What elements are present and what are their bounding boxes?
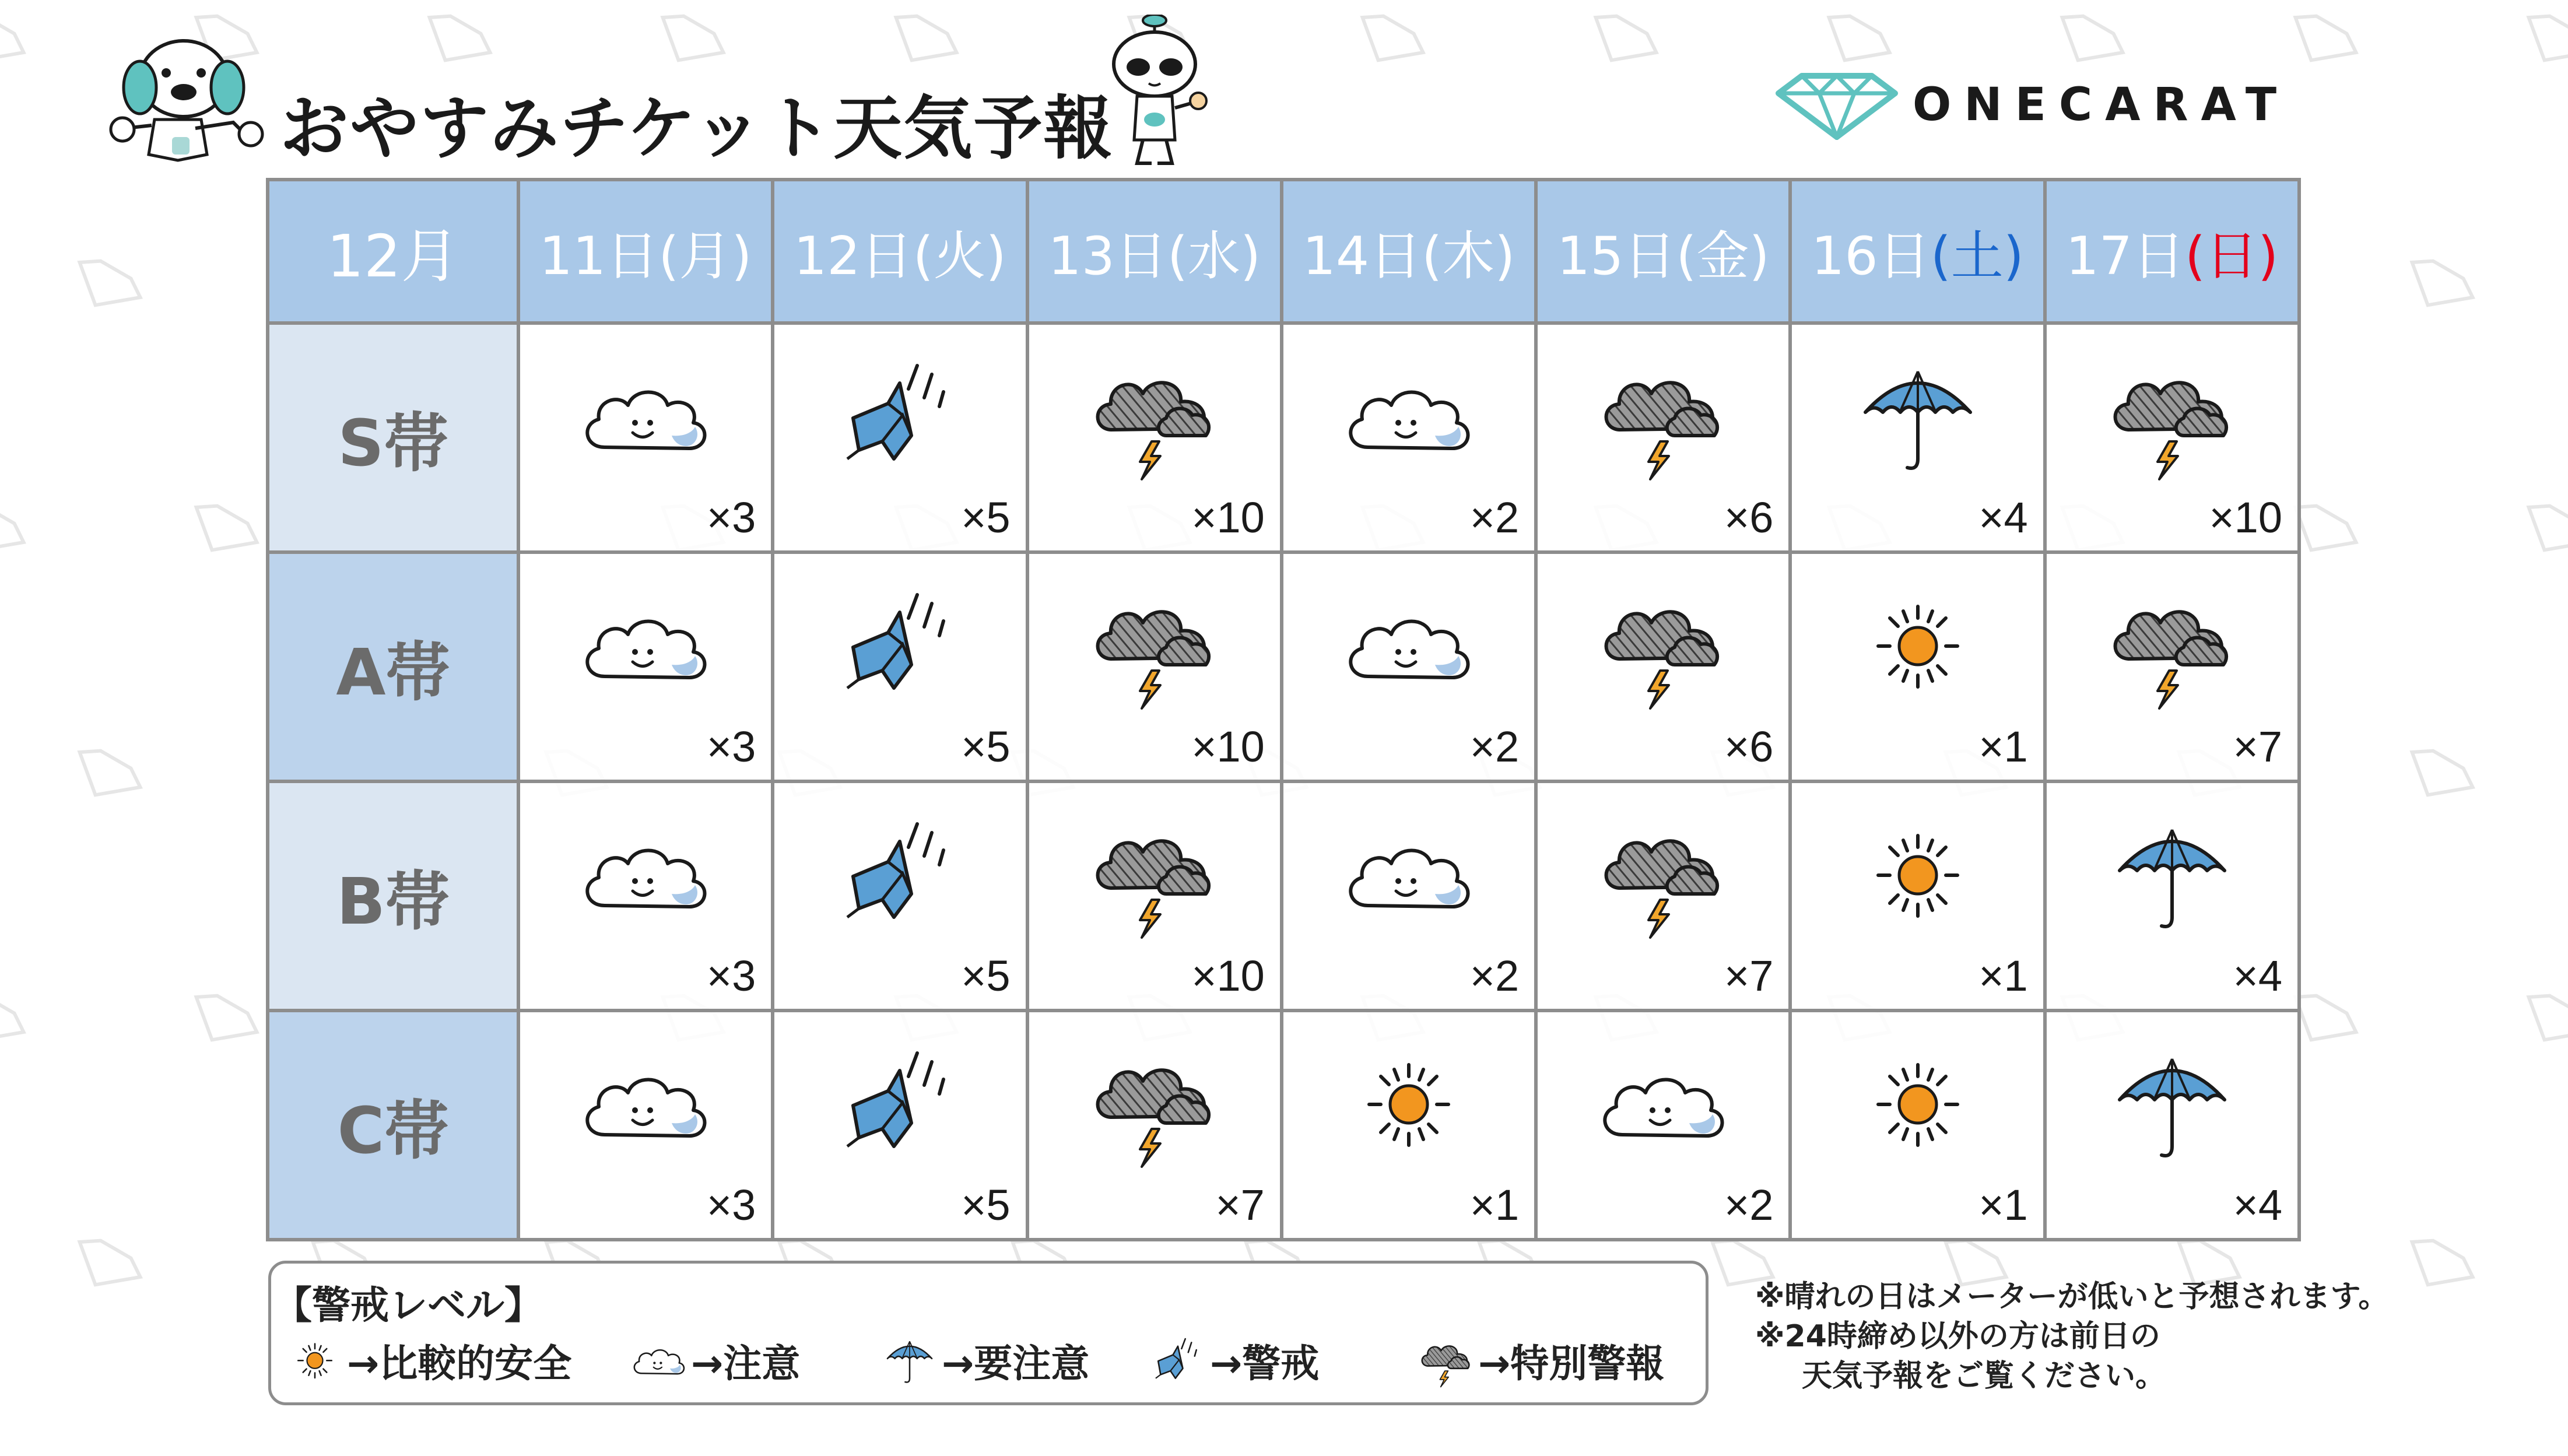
wind-umbrella-icon (824, 348, 976, 482)
ticket-count: ×5 (961, 493, 1011, 542)
warning-level-legend (268, 1261, 1709, 1405)
storm-cloud-icon (2096, 577, 2248, 711)
forecast-cell (1027, 1011, 1282, 1240)
note-line: ※24時締め以外の方は前日の (1755, 1319, 2160, 1354)
wind-umbrella-icon (824, 577, 976, 711)
dog-mascot-illustration (108, 23, 271, 169)
legend-label: →警戒 (1210, 1341, 1320, 1386)
day-header (773, 180, 1027, 323)
notes (1755, 1277, 2388, 1396)
brand-name: ONECARAT (1913, 79, 2290, 131)
diamond-logo-icon (1767, 70, 1907, 140)
sun-icon (283, 1331, 347, 1389)
row-label: B帯 (336, 864, 450, 939)
table-row (268, 781, 2299, 1011)
wind-umbrella-icon (824, 1036, 976, 1170)
weekday: (月) (658, 226, 752, 287)
cloud-icon (1587, 1036, 1739, 1170)
umbrella-icon (1842, 348, 1994, 482)
legend-title: 【警戒レベル】 (273, 1283, 543, 1328)
legend-item-caution (627, 1328, 800, 1392)
forecast-cell (1282, 323, 1536, 552)
day-header (1027, 180, 1282, 323)
ticket-count: ×2 (1469, 493, 1520, 542)
day-number: 11日 (539, 226, 659, 287)
sun-icon (1842, 577, 1994, 711)
forecast-cell (1536, 781, 1790, 1011)
ticket-count: ×4 (2233, 1181, 2282, 1229)
row-label: S帯 (338, 405, 448, 480)
row-label: C帯 (337, 1093, 449, 1168)
ticket-count: ×10 (1191, 952, 1265, 1000)
umbrella-icon (2096, 1036, 2248, 1170)
day-number: 13日 (1048, 226, 1167, 287)
forecast-cell (2045, 552, 2299, 781)
cloud-icon (1333, 577, 1485, 711)
ticket-count: ×3 (706, 722, 756, 771)
storm-cloud-icon (2096, 348, 2248, 482)
ticket-count: ×4 (2233, 952, 2282, 1000)
storm-cloud-icon (1079, 806, 1230, 941)
row-label: A帯 (336, 634, 450, 710)
sun-icon (1842, 806, 1994, 941)
forecast-cell (1790, 1011, 2044, 1240)
day-header (1790, 180, 2044, 323)
storm-cloud-icon (1587, 806, 1739, 941)
legend-label: →特別警報 (1478, 1341, 1665, 1386)
day-header (1282, 180, 1536, 323)
weekday: (木) (1422, 226, 1515, 287)
legend-label: →要注意 (942, 1341, 1090, 1386)
forecast-cell (1282, 1011, 1536, 1240)
forecast-cell (1536, 552, 1790, 781)
sun-icon (1333, 1036, 1485, 1170)
forecast-cell (2045, 1011, 2299, 1240)
legend-item-warning (1146, 1328, 1319, 1392)
umbrella-icon (2096, 806, 2248, 941)
day-header (518, 180, 773, 323)
day-number: 15日 (1556, 226, 1676, 287)
alien-mascot-illustration (1096, 15, 1213, 172)
day-header (1536, 180, 1790, 323)
ticket-count: ×10 (1191, 493, 1265, 542)
ticket-count: ×5 (961, 1181, 1011, 1229)
cloud-icon (570, 577, 721, 711)
cloud-icon (570, 348, 721, 482)
ticket-count: ×1 (1469, 1181, 1520, 1229)
storm-cloud-icon (1587, 348, 1739, 482)
row-label-cell (268, 323, 518, 552)
note-line: ※晴れの日はメーターが低いと予想されます。 (1755, 1279, 2389, 1314)
ticket-count: ×5 (961, 952, 1011, 1000)
storm-cloud-icon (1587, 577, 1739, 711)
storm-cloud-icon (1414, 1331, 1478, 1389)
row-label-cell (268, 552, 518, 781)
cloud-icon (1333, 348, 1485, 482)
forecast-cell (1282, 781, 1536, 1011)
forecast-cell (518, 323, 773, 552)
forecast-cell (773, 323, 1027, 552)
table-row (268, 323, 2299, 552)
ticket-count: ×3 (706, 1181, 756, 1229)
ticket-count: ×7 (2233, 722, 2282, 771)
forecast-cell (2045, 323, 2299, 552)
note-line: 天気予報をご覧ください。 (1802, 1359, 2166, 1394)
cloud-icon (627, 1331, 691, 1389)
ticket-count: ×1 (1978, 1181, 2028, 1229)
ticket-count: ×2 (1724, 1181, 1774, 1229)
table-row (268, 552, 2299, 781)
legend-item-safe (283, 1328, 571, 1392)
day-number: 16日 (1811, 226, 1931, 287)
wind-umbrella-icon (1146, 1331, 1210, 1389)
ticket-count: ×7 (1724, 952, 1774, 1000)
legend-label: →注意 (691, 1341, 801, 1386)
legend-label: →比較的安全 (347, 1341, 572, 1386)
storm-cloud-icon (1079, 577, 1230, 711)
weekday: (金) (1676, 226, 1770, 287)
forecast-cell (518, 1011, 773, 1240)
day-number: 14日 (1302, 226, 1422, 287)
ticket-count: ×1 (1978, 952, 2028, 1000)
wind-umbrella-icon (824, 806, 976, 941)
forecast-cell (1027, 781, 1282, 1011)
brand-logo (1767, 70, 2289, 140)
ticket-count: ×1 (1978, 722, 2028, 771)
row-label-cell (268, 1011, 518, 1240)
forecast-cell (2045, 781, 2299, 1011)
forecast-cell (773, 781, 1027, 1011)
sun-icon (1842, 1036, 1994, 1170)
forecast-cell (1536, 1011, 1790, 1240)
cloud-icon (570, 806, 721, 941)
forecast-cell (1027, 552, 1282, 781)
ticket-count: ×7 (1215, 1181, 1265, 1229)
ticket-count: ×4 (1978, 493, 2028, 542)
cloud-icon (1333, 806, 1485, 941)
forecast-cell (1790, 781, 2044, 1011)
weekday-sunday: (日) (2184, 226, 2279, 287)
ticket-count: ×10 (2209, 493, 2282, 542)
weekday: (火) (913, 226, 1006, 287)
page-title: おやすみチケット天気予報 (280, 88, 1114, 169)
forecast-cell (1027, 323, 1282, 552)
forecast-cell (773, 1011, 1027, 1240)
ticket-count: ×6 (1724, 493, 1774, 542)
ticket-count: ×2 (1469, 722, 1520, 771)
cloud-icon (570, 1036, 721, 1170)
forecast-cell (773, 552, 1027, 781)
legend-item-high-caution (878, 1328, 1089, 1392)
ticket-count: ×3 (706, 952, 756, 1000)
weekday: (水) (1167, 226, 1261, 287)
ticket-count: ×5 (961, 722, 1011, 771)
forecast-cell (518, 552, 773, 781)
ticket-count: ×10 (1191, 722, 1265, 771)
day-number: 12日 (794, 226, 913, 287)
day-number: 17日 (2065, 226, 2185, 287)
table-row (268, 1011, 2299, 1240)
forecast-table (266, 178, 2301, 1241)
row-label-cell (268, 781, 518, 1011)
forecast-cell (1536, 323, 1790, 552)
forecast-cell (1790, 552, 2044, 781)
weekday-saturday: (土) (1930, 226, 2024, 287)
legend-item-special-warning (1414, 1328, 1664, 1392)
forecast-cell (1790, 323, 2044, 552)
forecast-cell (1282, 552, 1536, 781)
storm-cloud-icon (1079, 1036, 1230, 1170)
day-header (2045, 180, 2299, 323)
month-header: 12月 (268, 180, 518, 323)
ticket-count: ×2 (1469, 952, 1520, 1000)
ticket-count: ×6 (1724, 722, 1774, 771)
header-row (268, 180, 2299, 323)
forecast-cell (518, 781, 773, 1011)
umbrella-icon (878, 1331, 942, 1389)
storm-cloud-icon (1079, 348, 1230, 482)
ticket-count: ×3 (706, 493, 756, 542)
